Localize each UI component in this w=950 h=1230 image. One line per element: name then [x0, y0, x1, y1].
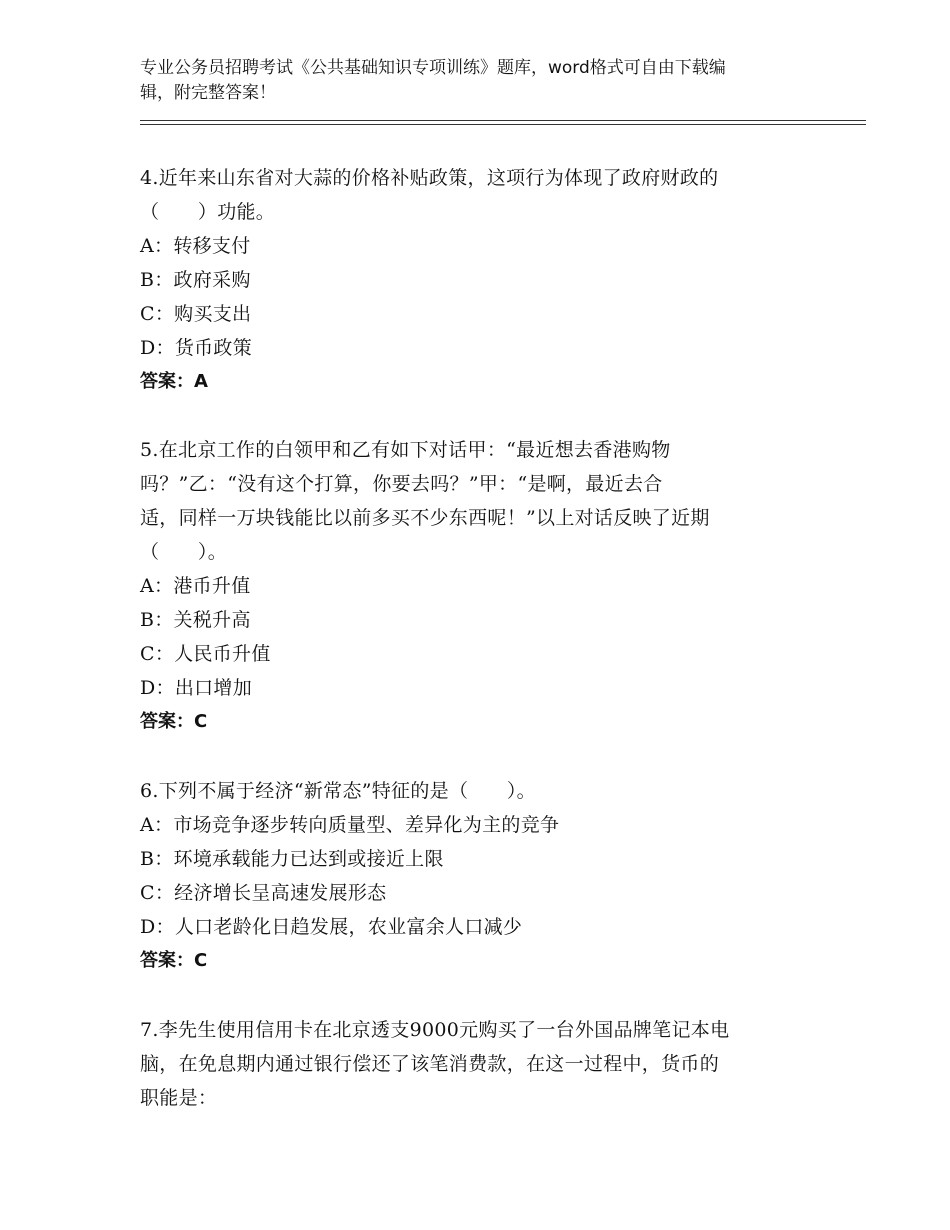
option-c: C：购买支出 — [140, 303, 252, 325]
option-a: A：市场竞争逐步转向质量型、差异化为主的竞争 — [140, 814, 560, 836]
option-c: C：经济增长呈高速发展形态 — [140, 882, 387, 904]
option-d: D：货币政策 — [140, 337, 253, 359]
stem-line: 4.近年来山东省对大蒜的价格补贴政策，这项行为体现了政府财政的 — [140, 167, 719, 189]
option-d: D：出口增加 — [140, 677, 253, 699]
stem-line: 适，同样一万块钱能比以前多买不少东西呢！”以上对话反映了近期 — [140, 507, 710, 529]
question-7 — [140, 1013, 820, 1115]
option-a: A：港币升值 — [140, 575, 251, 597]
option-a: A：转移支付 — [140, 235, 251, 257]
stem-line: （ ）功能。 — [140, 201, 276, 223]
stem-line: 脑，在免息期内通过银行偿还了该笔消费款，在这一过程中，货币的 — [140, 1053, 720, 1075]
stem-line: 职能是： — [140, 1087, 218, 1109]
option-b: B：环境承载能力已达到或接近上限 — [140, 848, 444, 870]
stem-line: 6.下列不属于经济“新常态”特征的是（ ）。 — [140, 780, 536, 802]
stem-line: 5.在北京工作的白领甲和乙有如下对话甲：“最近想去香港购物 — [140, 439, 671, 461]
question-stem — [140, 161, 820, 229]
option-c: C：人民币升值 — [140, 643, 271, 665]
option-b: B：政府采购 — [140, 269, 251, 291]
header-line-2: 辑，附完整答案！ — [140, 83, 276, 103]
question-6 — [140, 774, 820, 978]
header-divider-top — [140, 120, 866, 121]
header-line-1: 专业公务员招聘考试《公共基础知识专项训练》题库，word格式可自由下载编 — [140, 58, 726, 78]
option-d: D：人口老龄化日趋发展，农业富余人口减少 — [140, 916, 523, 938]
question-stem — [140, 433, 820, 569]
answer: 答案：C — [140, 950, 208, 971]
question-stem — [140, 774, 820, 808]
stem-line: （ ）。 — [140, 541, 228, 563]
question-stem — [140, 1013, 820, 1115]
stem-line: 吗？”乙：“没有这个打算，你要去吗？”甲：“是啊，最近去合 — [140, 473, 663, 495]
question-4 — [140, 161, 820, 399]
document-header — [140, 56, 830, 106]
question-5 — [140, 433, 820, 739]
header-divider-bottom — [140, 124, 866, 125]
answer: 答案：A — [140, 371, 208, 392]
option-b: B：关税升高 — [140, 609, 251, 631]
answer: 答案：C — [140, 711, 208, 732]
stem-line: 7.李先生使用信用卡在北京透支9000元购买了一台外国品牌笔记本电 — [140, 1019, 730, 1041]
